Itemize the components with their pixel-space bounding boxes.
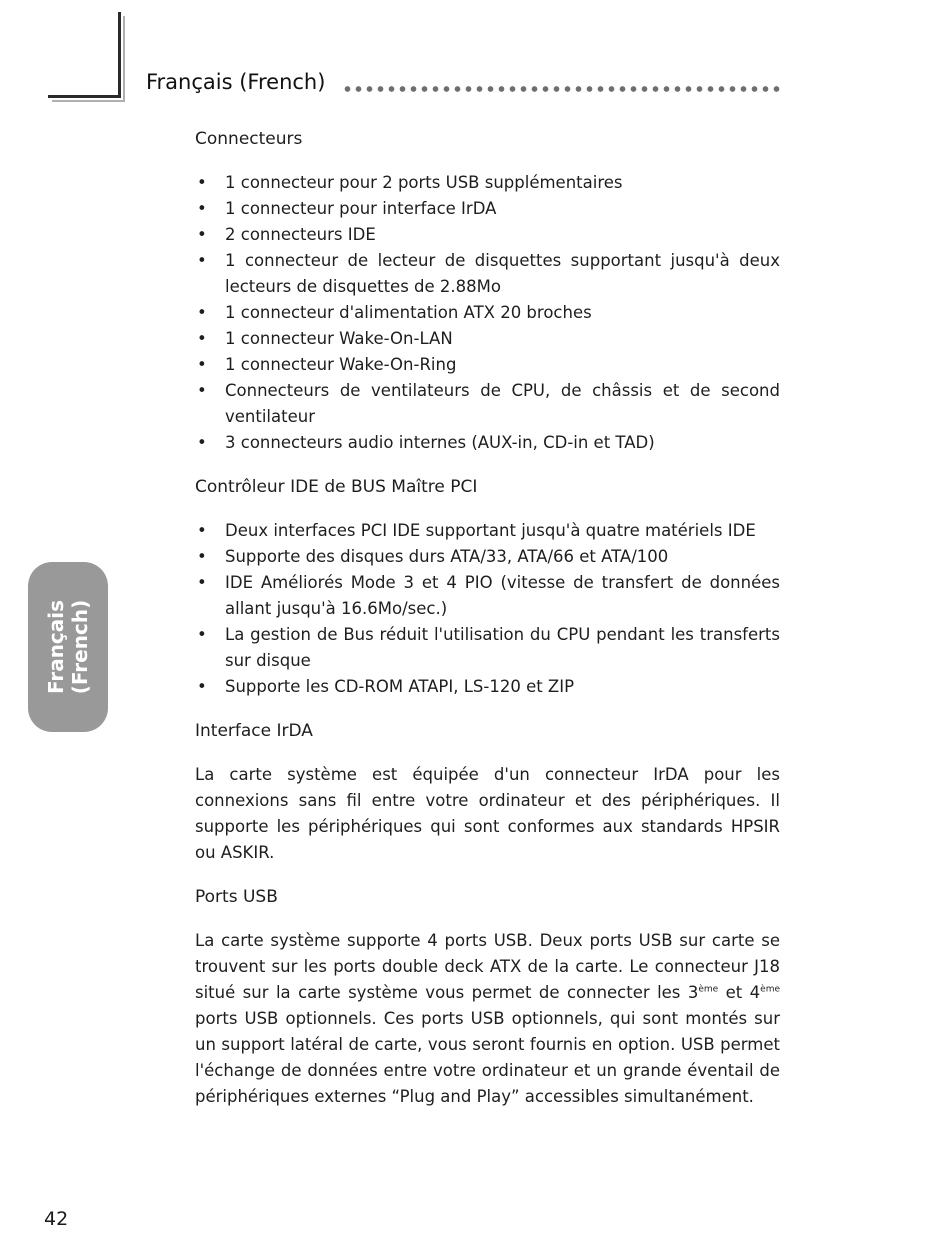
usb-paragraph: La carte système supporte 4 ports USB. Deux ports USB sur carte se trouvent sur les ports double deck ATX de la carte. Le connecteur J18 situé sur la carte système vous permet de connecter les 3ème et 4ème ports USB optionnels. Ces ports USB optionnels, qui sont montés sur un support latéral de carte, vous seront fournis en option. USB permet l'échange de données entre votre ordinateur et un grande éventail de périphériques externes “Plug and Play” accessibles simultanément. [195, 931, 781, 1106]
corner-mark-horizontal [48, 95, 121, 98]
list-item: • Connecteurs de ventilateurs de CPU, de châssis et de second ventilateur [197, 381, 780, 426]
list-item: • Supporte des disques durs ATA/33, ATA/66 et ATA/100 [197, 547, 669, 566]
ide-list [195, 518, 780, 700]
irda-paragraph: La carte système est équipée d'un connecteur IrDA pour les connexions sans fil entre votre ordinateur et des périphériques. Il supporte les périphériques qui sont conformes aux standards HPSIR ou ASKIR. [195, 765, 780, 862]
superscript-4eme: ème [760, 984, 781, 995]
corner-mark-vertical [118, 12, 121, 98]
side-tab-label [44, 600, 92, 694]
section-title-connecteurs: Connecteurs [195, 129, 303, 149]
list-item: • 3 connecteurs audio internes (AUX-in, CD-in et TAD) [197, 433, 655, 452]
superscript-3eme: ème [698, 984, 719, 995]
list-item: • La gestion de Bus réduit l'utilisation du CPU pendant les transferts sur disque [197, 625, 780, 670]
corner-mark-horizontal-shadow [52, 100, 125, 102]
page-number: 42 [44, 1208, 69, 1230]
side-tab-line-1: Français [44, 599, 68, 695]
list-item: • 1 connecteur Wake-On-Ring [197, 355, 457, 374]
list-item: • 2 connecteurs IDE [197, 225, 376, 244]
main-content [195, 126, 780, 1128]
list-item: • Supporte les CD-ROM ATAPI, LS-120 et ZIP [197, 677, 575, 696]
header-dotted-rule [342, 85, 782, 93]
section-title-irda: Interface IrDA [195, 721, 313, 741]
page-header-title: Français (French) [146, 70, 326, 94]
list-item: • IDE Améliorés Mode 3 et 4 PIO (vitesse de transfert de données allant jusqu'à 16.6Mo/sec.) [197, 573, 780, 618]
list-item: • 1 connecteur de lecteur de disquettes supportant jusqu'à deux lecteurs de disquettes de 2.88Mo [197, 251, 780, 296]
connecteurs-list [195, 170, 780, 456]
list-item: • 1 connecteur pour 2 ports USB supplémentaires [197, 173, 623, 192]
list-item: • 1 connecteur d'alimentation ATX 20 broches [197, 303, 592, 322]
list-item: • 1 connecteur Wake-On-LAN [197, 329, 453, 348]
corner-mark-vertical-shadow [123, 16, 125, 102]
side-tab-line-2: (French) [68, 599, 92, 695]
list-item: • Deux interfaces PCI IDE supportant jusqu'à quatre matériels IDE [197, 521, 756, 540]
section-title-ide: Contrôleur IDE de BUS Maître PCI [195, 477, 478, 497]
language-side-tab [28, 562, 108, 732]
section-title-usb: Ports USB [195, 887, 278, 907]
list-item: • 1 connecteur pour interface IrDA [197, 199, 497, 218]
